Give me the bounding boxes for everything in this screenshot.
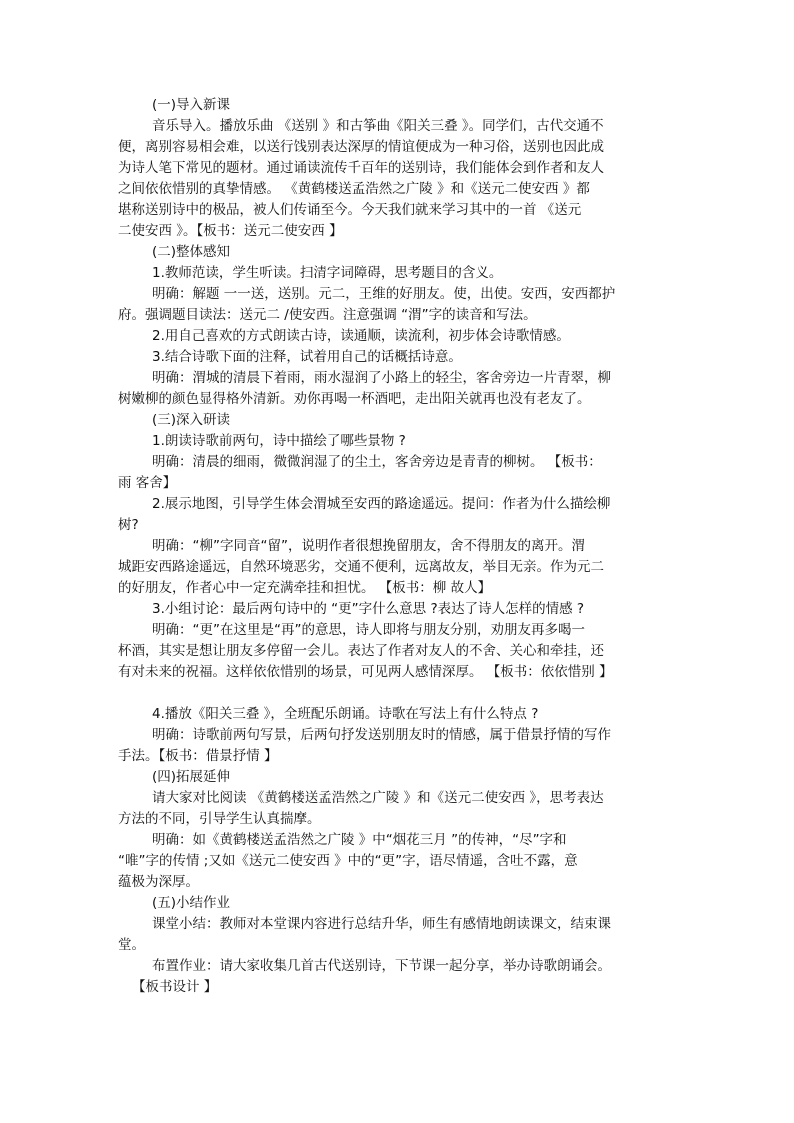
text-line: 4.播放《阳关三叠 》，全班配乐朗诵。诗歌在写法上有什么特点 ? xyxy=(152,706,539,722)
text-line: 明确：诗歌前两句写景，后两句抒发送别朋友时的情感，属于借景抒情的写作 xyxy=(152,727,611,743)
text-line: 雨 客舍】 xyxy=(118,475,177,491)
text-line: (三)深入研读 xyxy=(152,412,231,428)
text-line: 3.结合诗歌下面的注释，试着用自己的话概括诗意。 xyxy=(152,349,462,365)
text-line: 有对未来的祝福。这样依依惜别的场景，可见两人感情深厚。 【板书：依依惜别 】 xyxy=(118,664,613,680)
text-line: (一)导入新课 xyxy=(152,97,231,113)
text-line: 1.教师范读，学生听读。扫清字词障碍，思考题目的含义。 xyxy=(152,265,503,281)
text-line: 府。强调题目读法：送元二 /使安西。注意强调 “渭”字的读音和写法。 xyxy=(118,307,537,323)
text-line: 堂。 xyxy=(118,937,145,953)
text-line: (五)小结作业 xyxy=(152,895,231,911)
text-line: 便，离别容易相会难，以送行饯别表达深厚的情谊便成为一种习俗，送别也因此成 xyxy=(118,139,604,155)
text-line: 1.朗读诗歌前两句，诗中描绘了哪些景物 ? xyxy=(152,433,406,449)
text-line: 布置作业：请大家收集几首古代送别诗，下节课一起分享，举办诗歌朗诵会。 xyxy=(152,958,611,974)
text-line: (二)整体感知 xyxy=(152,244,231,260)
text-line: (四)拓展延伸 xyxy=(152,769,231,785)
text-line: 明确：“更”在这里是“再”的意思，诗人即将与朋友分别，劝朋友再多喝一 xyxy=(152,622,585,638)
text-line: 的好朋友，作者心中一定充满牵挂和担忧。 【板书：柳 故人】 xyxy=(118,580,492,596)
text-line: 【板书设计 】 xyxy=(132,979,218,995)
text-line: 为诗人笔下常见的题材。通过诵读流传千百年的送别诗，我们能体会到作者和友人 xyxy=(118,160,604,176)
text-line: 明确：如《黄鹤楼送孟浩然之广陵 》中“烟花三月 ”的传神，“尽”字和 xyxy=(152,832,567,848)
text-line: 树? xyxy=(118,517,139,533)
text-line: 音乐导入。播放乐曲 《送别 》和古筝曲《阳关三叠 》。同学们，古代交通不 xyxy=(152,118,604,134)
text-line: 明确：解题 一一送，送别。元二，王维的好朋友。使，出使。安西，安西都护 xyxy=(152,286,616,302)
text-line: 树嫩柳的颜色显得格外清新。劝你再喝一杯酒吧，走出阳关就再也没有老友了。 xyxy=(118,391,591,407)
text-line: 堪称送别诗中的极品，被人们传诵至今。今天我们就来学习其中的一首 《送元 xyxy=(118,202,582,218)
text-line: 2.用自己喜欢的方式朗读古诗，读通顺，读流利，初步体会诗歌情感。 xyxy=(152,328,570,344)
text-line: “唯”字的传情 ;又如《送元二使安西 》中的“更”字，语尽情遥，含吐不露，意 xyxy=(118,853,578,869)
text-line: 明确：渭城的清晨下着雨，雨水湿润了小路上的轻尘，客舍旁边一片青翠，柳 xyxy=(152,370,611,386)
text-line: 方法的不同，引导学生认真揣摩。 xyxy=(118,811,321,827)
text-line: 蕴极为深厚。 xyxy=(118,874,199,890)
text-line: 二使安西 》。【板书：送元二使安西 】 xyxy=(118,223,343,239)
text-line: 城距安西路途遥远，自然环境恶劣，交通不便利，远离故友，举目无亲。作为元二 xyxy=(118,559,604,575)
text-line: 3.小组讨论：最后两句诗中的 “更”字什么意思 ?表达了诗人怎样的情感 ? xyxy=(152,601,585,617)
text-line: 明确：清晨的细雨，微微润湿了的尘土，客舍旁边是青青的柳树。 【板书： xyxy=(152,454,602,470)
text-line: 杯酒，其实是想让朋友多停留一会儿。表达了作者对友人的不舍、关心和牵挂，还 xyxy=(118,643,604,659)
text-line: 之间依依惜别的真挚情感。 《黄鹤楼送孟浩然之广陵 》和《送元二使安西 》都 xyxy=(118,181,590,197)
text-line: 请大家对比阅读 《黄鹤楼送孟浩然之广陵 》和《送元二使安西 》，思考表达 xyxy=(152,790,604,806)
text-line: 课堂小结：教师对本堂课内容进行总结升华，师生有感情地朗读课文，结束课 xyxy=(152,916,611,932)
text-line: 明确：“柳”字同音“留”，说明作者很想挽留朋友，舍不得朋友的离开。渭 xyxy=(152,538,585,554)
text-line: 手法。【板书：借景抒情 】 xyxy=(118,748,278,764)
text-line: 2.展示地图，引导学生体会渭城至安西的路途遥远。提问：作者为什么描绘柳 xyxy=(152,496,611,512)
